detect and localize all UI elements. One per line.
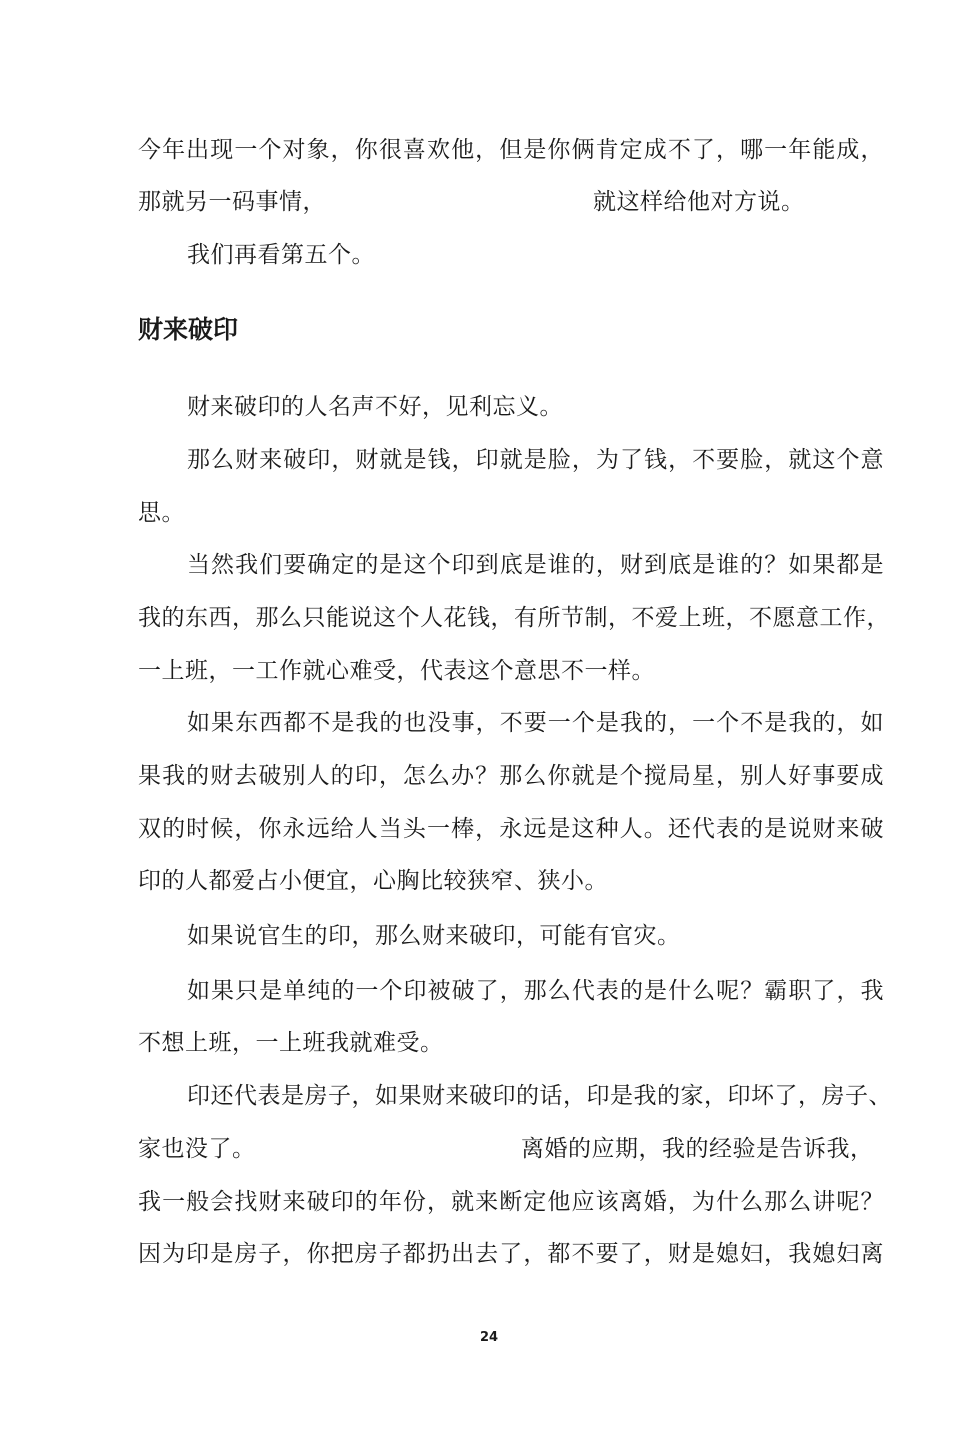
text-line: 如果只是单纯的一个印被破了，那么代表的是什么呢？霸职了，我 — [187, 978, 884, 1004]
text-line: 一上班，一工作就心难受，代表这个意思不一样。 — [138, 658, 655, 684]
text-line: 我一般会找财来破印的年份，就来断定他应该离婚，为什么那么讲呢？ — [138, 1189, 884, 1215]
text-line: 离婚的应期，我的经验是告诉我， — [521, 1136, 874, 1162]
text-line: 那就另一码事情， — [138, 189, 326, 215]
text-line: 因为印是房子，你把房子都扔出去了，都不要了，财是媳妇，我媳妇离 — [138, 1241, 884, 1267]
text-line: 我们再看第五个。 — [187, 242, 375, 268]
text-line: 就这样给他对方说。 — [593, 189, 805, 215]
text-line: 当然我们要确定的是这个印到底是谁的，财到底是谁的？如果都是 — [187, 552, 884, 578]
text-line: 我的东西，那么只能说这个人花钱，有所节制，不爱上班，不愿意工作， — [138, 605, 890, 631]
text-line: 双的时候，你永远给人当头一棒，永远是这种人。还代表的是说财来破 — [138, 816, 884, 842]
section-heading: 财来破印 — [138, 315, 239, 344]
text-line: 家也没了。 — [138, 1136, 256, 1162]
text-line: 如果东西都不是我的也没事，不要一个是我的，一个不是我的，如 — [187, 710, 884, 736]
text-line: 今年出现一个对象，你很喜欢他，但是你俩肯定成不了，哪一年能成， — [138, 137, 884, 163]
text-line: 印还代表是房子，如果财来破印的话，印是我的家，印坏了，房子、 — [187, 1083, 892, 1109]
text-line: 如果说官生的印，那么财来破印，可能有官灾。 — [187, 923, 681, 949]
text-line: 果我的财去破别人的印，怎么办？那么你就是个搅局星，别人好事要成 — [138, 763, 884, 789]
text-line: 思。 — [138, 500, 185, 526]
text-line: 印的人都爱占小便宜，心胸比较狭窄、狭小。 — [138, 868, 608, 894]
text-line: 那么财来破印，财就是钱，印就是脸，为了钱，不要脸，就这个意 — [187, 447, 884, 473]
page-number: 24 — [479, 1330, 499, 1345]
text-line: 不想上班，一上班我就难受。 — [138, 1030, 444, 1056]
text-line: 财来破印的人名声不好，见利忘义。 — [187, 394, 563, 420]
